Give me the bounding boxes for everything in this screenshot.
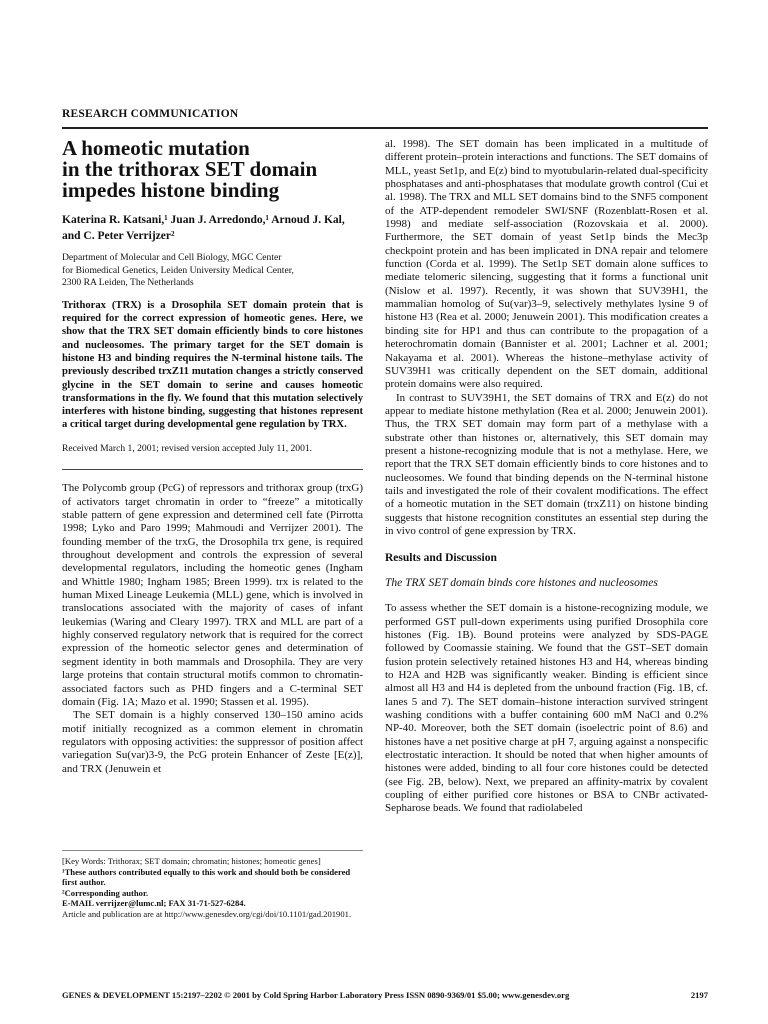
page-number: 2197 (690, 990, 708, 1000)
article-title (62, 138, 363, 201)
body-paragraph: The Polycomb group (PcG) of repressors and trithorax group (trxG) of activators target chromatin in order to “freeze” a mitotically stable pattern of gene expression and determined cell fate (Pirrotta 1998; Lyko and Paro 1999; Mahmoudi and Verrijzer 2001). The founding member of the trxG, the Drosophila trx gene, is required throughout development and controls the expression of several developmental regulators, including the homeotic genes (Ingham and Whittle 1980; Ingham 1985; Breen 1999). trx is related to the human Mixed Lineage Leukemia (MLL) gene, which is involved in translocations associated with the majority of cases of infant leukemias (Waring and Cleary 1997). TRX and MLL are part of a highly conserved regulatory network that is required for the correct expression of the homeotic selector genes and determination of segment identity in both mammals and Drosophila. They are very large proteins that contain structural motifs common to chromatin-associated factors such as PHD fingers and a C-terminal SET domain (Fig. 1A; Mazo et al. 1990; Stassen et al. 1995). (62, 482, 363, 708)
corresponding-author-note: ²Corresponding author. (62, 887, 149, 898)
affiliation (62, 252, 363, 290)
affiliation-line: 2300 RA Leiden, The Netherlands (62, 277, 194, 289)
contact-email: E-MAIL verrijzer@lumc.nl; FAX 31-71-527-6284. (62, 898, 246, 908)
results-heading: Results and Discussion (385, 552, 497, 565)
body-paragraph: The SET domain is a highly conserved 130–150 amino acids motif initially recognized as a common element in chromatin regulators with opposing activities: the suppressor of position affect variegation Su(var)3-9, the PcG protein Enhancer of Zeste [E(z)], and TRX (Jenuwein et (62, 709, 363, 775)
title-line: in the trithorax SET domain (62, 157, 318, 181)
key-words: [Key Words: Trithorax; SET domain; chromatin; histones; homeotic genes] (62, 856, 321, 866)
author-list: Katerina R. Katsani,¹ Juan J. Arredondo,¹ Arnoud J. Kal, and C. Peter Verrijzer² (62, 214, 345, 242)
journal-citation: GENES & DEVELOPMENT 15:2197–2202 © 2001 by Cold Spring Harbor Laboratory Press ISSN 0890-9369/01 $5.00; www.genesdev.org (62, 990, 570, 1000)
page-footer (62, 990, 708, 1000)
subsection-heading: The TRX SET domain binds core histones and nucleosomes (385, 577, 658, 590)
abstract-separator (62, 469, 363, 470)
header-rule (62, 127, 708, 129)
received-dates: Received March 1, 2001; revised version accepted July 11, 2001. (62, 442, 313, 454)
abstract: Trithorax (TRX) is a Drosophila SET domain protein that is required for the correct expression of homeotic genes. Here, we show that the TRX SET domain efficiently binds to core histones and nucleosomes. The primary target for the SET domain is histone H3 and binding requires the N-terminal histone tails. The previously described trxZ11 mutation changes a strictly conserved glycine in the SET domain to serine and causes homeotic transformations in the fly. We found that this mutation selectively interferes with histone binding, suggesting that histones represent a critical target during developmental gene regulation by TRX. (62, 299, 363, 431)
section-label: RESEARCH COMMUNICATION (62, 108, 239, 120)
left-column (62, 138, 363, 776)
body-paragraph: al. 1998). The SET domain has been implicated in a multitude of different protein–protein interactions and functions. The SET domains of MLL, yeast Set1p, and E(z) bind to myotubularin-related dual-specificity phosphatases and anti-phosphatases that modulate growth control (Cui et al. 1998). The TRX and MLL SET domains bind to the SNF5 component of the ATP-dependent remodeler SWI/SNF (Rozenblatt-Rosen et al. 1998) and mediate self-association (Rozovskaia et al. 2000). Furthermore, the SET domain of yeast Set1p binds the Mec3p checkpoint protein and has been implicated in DNA repair and telomere function (Corda et al. 1999). The Set1p SET domain alone suffices to mediate telomeric silencing, suggesting that it forms a functional unit (Nislow et al. 1997). Recently, it was shown that SUV39H1, the mammalian homolog of Su(var)3–9, selectively methylates lysine 9 of histone H3 (Rea et al. 2000; Jenuwein 2001). This modification creates a binding site for HP1 and thus can contribute to the propagation of a heterochromatin domain (Bannister et al. 2001; Lachner et al. 2001; Nakayama et al. 2001). Whereas the histone–methylase activity of SUV39H1 was critically dependent on the SET domain, additional protein domains were also required. (385, 138, 708, 391)
article-url: Article and publication are at http://www.genesdev.org/cgi/doi/10.1101/gad.201901. (62, 908, 352, 919)
title-line: A homeotic mutation (62, 136, 250, 160)
body-paragraph: To assess whether the SET domain is a histone-recognizing module, we performed GST pull-down experiments using purified Drosophila core histones (Fig. 1B). Bound proteins were analyzed by SDS-PAGE followed by Coomassie staining. We found that the GST–SET domain fusion protein selectively retained histones H3 and H4, whereas binding to H2A and H2B was significantly weaker. Binding is efficient since almost all H3 and H4 is depleted from the unbound fraction (Fig. 1B, cf. lanes 5 and 7). The SET domain–histone interaction survived stringent washing conditions with a buffer containing 600 mM NaCl and 0.2% NP-40. Moreover, both the SET domain (isoelectric point of 8.6) and histones have a net positive charge at pH 7, arguing against a nonspecific electrostatic interaction. It should be noted that when higher amounts of histones were added, binding to all four core histones could be detected (see Fig. 2B, below). Next, we prepared an affinity-matrix by covalent coupling of either purified core histones or BSA to CNBr activated-Sepharose beads. We found that radiolabeled (385, 602, 708, 815)
footnotes (62, 850, 363, 919)
equal-contribution-note: ¹These authors contributed equally to this work and should both be considered first author. (62, 866, 351, 887)
body-paragraph: In contrast to SUV39H1, the SET domains of TRX and E(z) do not appear to mediate histone methylation (Rea et al. 2000; Jenuwein 2001). Thus, the TRX SET domain may form part of a methylase with a substrate other than histones or, alternatively, this SET domain may present a histone-recognizing module that is not a methylase. Here, we report that the TRX SET domain efficiently binds to core histones and to nucleosomes. We found that binding depends on the N-terminal histone tails and investigated the role of their covalent modifications. The effect of a homeotic mutation in the SET domain (trxZ11) on histone binding suggests that histone recognition constitutes an essential step during the in vivo control of gene expression by TRX. (385, 391, 708, 537)
affiliation-line: Department of Molecular and Cell Biology, MGC Center (62, 252, 282, 263)
affiliation-line: for Biomedical Genetics, Leiden University Medical Center, (62, 264, 294, 276)
right-column (385, 138, 708, 816)
title-line: impedes histone binding (62, 178, 280, 202)
